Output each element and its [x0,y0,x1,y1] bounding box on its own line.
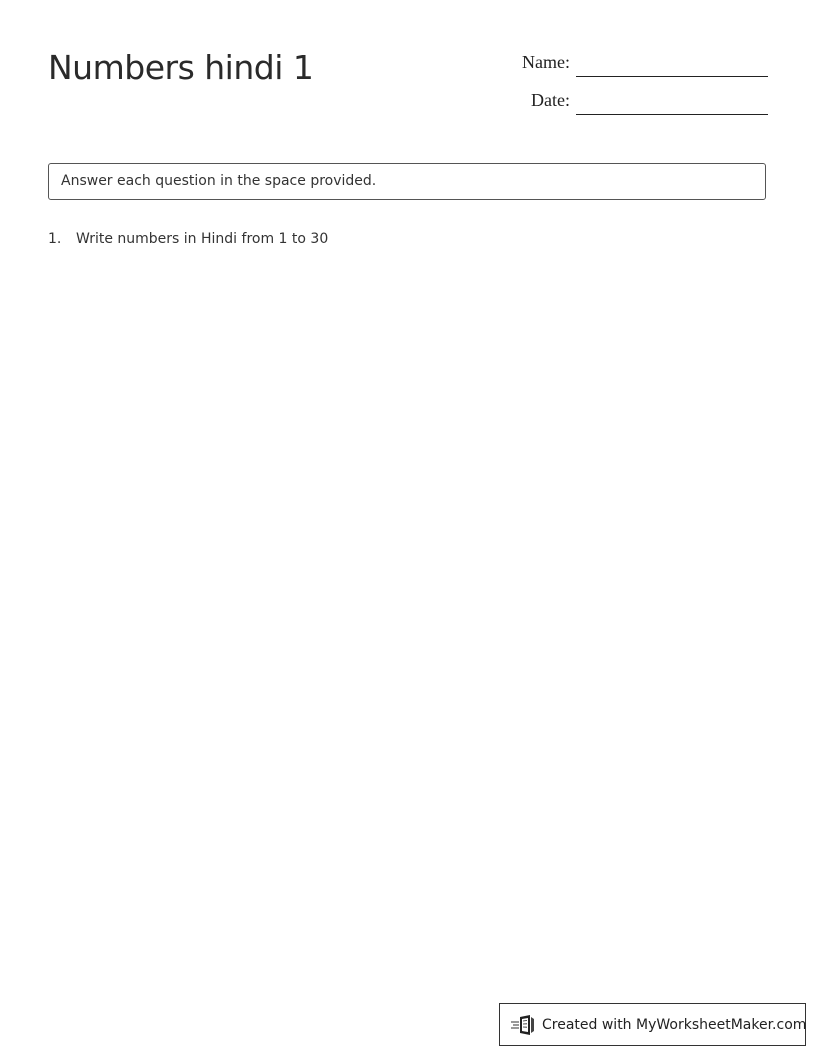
date-label: Date: [531,90,570,110]
question-number: 1. [48,231,62,247]
instructions-box [48,163,766,200]
worksheet-title: Numbers hindi 1 [48,48,314,87]
question-item [48,231,328,247]
question-text: Write numbers in Hindi from 1 to 30 [76,231,329,247]
footer-credit-text: Created with MyWorksheetMaker.com [542,1016,807,1033]
name-label: Name: [522,52,570,72]
instructions-text: Answer each question in the space provided. [61,173,377,189]
worksheet-maker-logo-icon [510,1014,536,1036]
name-blank-line [576,76,768,77]
date-field [500,90,768,114]
name-field [500,52,768,76]
date-blank-line [576,114,768,115]
footer-credit [499,1003,806,1046]
